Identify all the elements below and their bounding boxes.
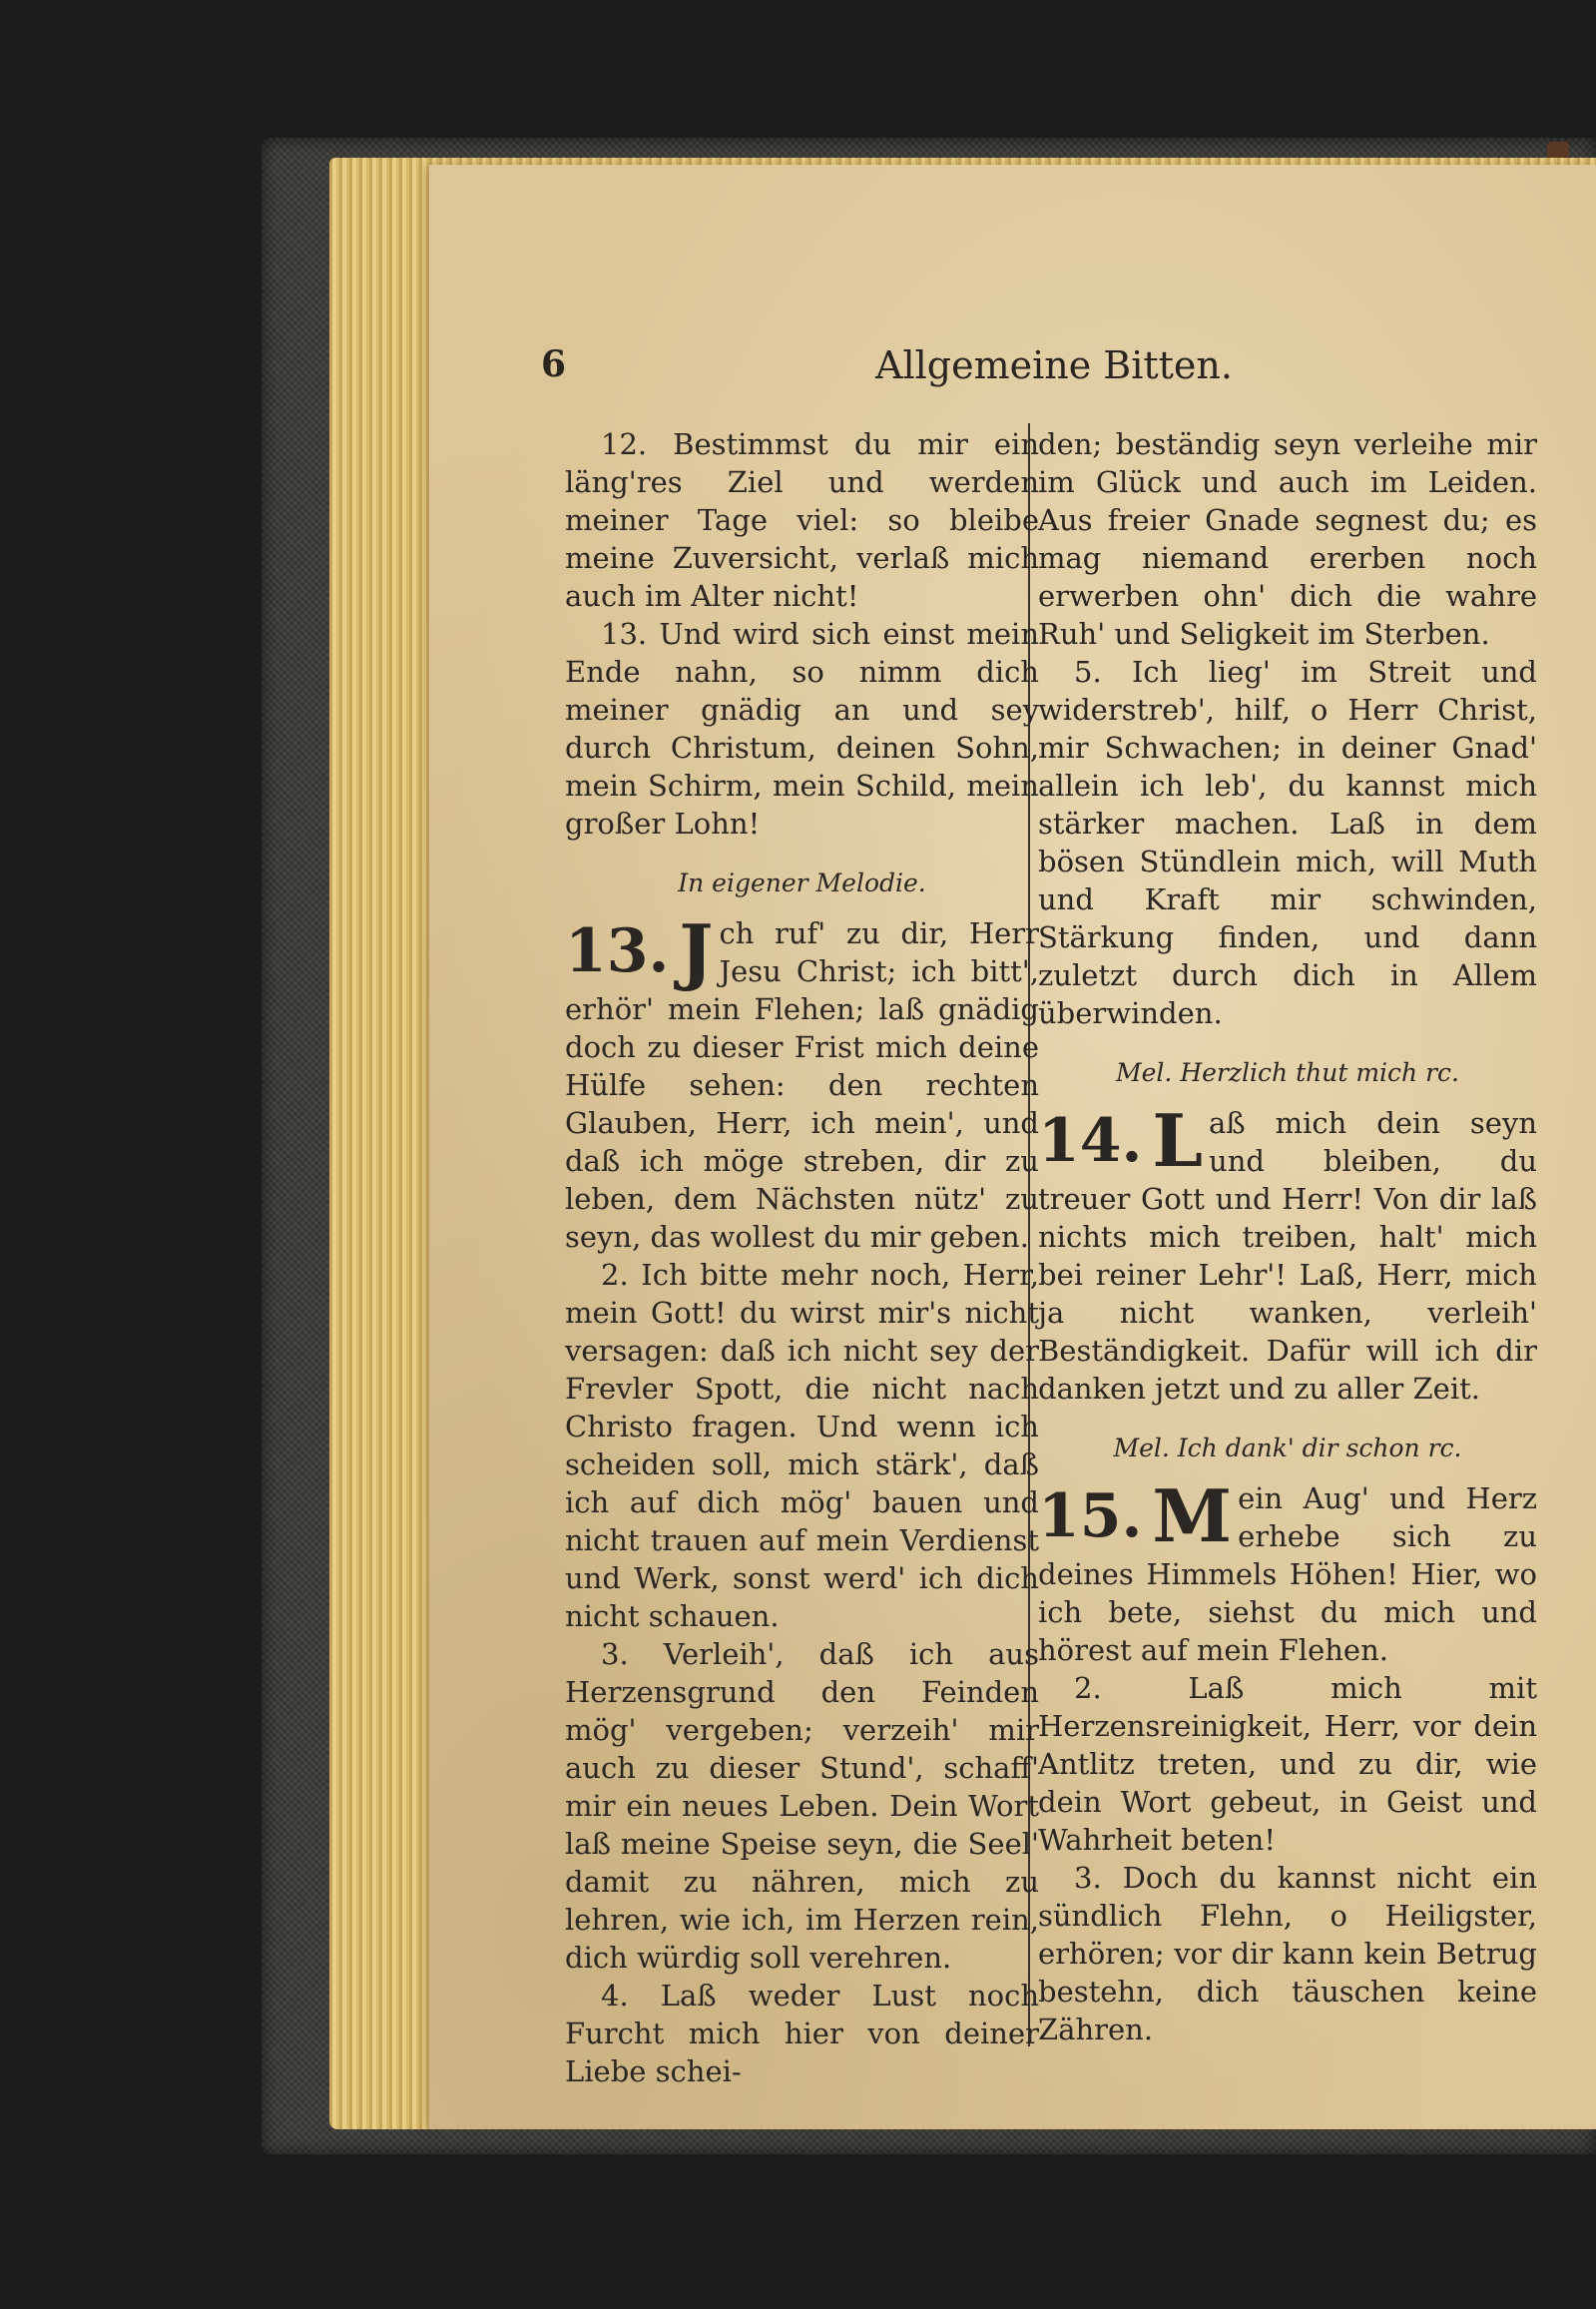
verse-13: 13. Und wird sich einst mein Ende nahn, so nimm dich meiner gnädig an und sey durch Christum, deinen Sohn, mein Schirm, mein Schild, mein großer Lohn! [565, 617, 1039, 841]
hymn-number: 15. [1038, 1481, 1143, 1551]
hymn-number: 14. [1038, 1106, 1143, 1176]
melody-heading-14: Mel. Herzlich thut mich rc. [1116, 1058, 1459, 1087]
drop-cap: M [1152, 1473, 1233, 1558]
hymn-15-verse-3: 3. Doch du kannst nicht ein sündlich Flehn, o Heiligster, erhören; vor dir kann kein Betrug bestehn, dich täuschen keine Zähren. [1038, 1861, 1537, 2046]
running-title: Allgemeine Bitten. [875, 343, 1233, 387]
left-column [565, 425, 1039, 2090]
hymn-13-verse-4: 4. Laß weder Lust noch Furcht mich hier von deiner Liebe schei- [565, 1979, 1039, 2088]
hymn-14 [1038, 1098, 1537, 1408]
verse-12: 12. Bestimmst du mir ein läng'res Ziel und werden meiner Tage viel: so bleibe meine Zuversicht, verlaß mich auch im Alter nicht! [565, 427, 1039, 613]
melody-heading: In eigener Melodie. [678, 868, 926, 897]
hymn-number: 13. [565, 916, 670, 986]
hymn-13-verse-5: 5. Ich lieg' im Streit und widerstreb', hilf, o Herr Christ, mir Schwachen; in deiner Gnad' allein ich leb', du kannst mich stärker machen. Laß in dem bösen Stündlein mich, will Muth und Kraft mir schwinden, Stärkung finden, und dann zuletzt durch dich in Allem überwinden. [1038, 655, 1537, 1030]
drop-cap: L [1152, 1098, 1204, 1183]
hymn-text: aß mich dein seyn und bleiben, du treuer Gott und Herr! Von dir laß nichts mich treiben, halt' mich bei reiner Lehr'! Laß, Herr, mich ja nicht wanken, verleih' Beständigkeit. Dafür will ich dir danken jetzt und zu aller Zeit. [1038, 1106, 1537, 1406]
hymn-text: ein Aug' und Herz erhebe sich zu deines Himmels Höhen! Hier, wo ich bete, siehst du mich und hörest auf mein Flehen. [1038, 1481, 1537, 1667]
hymn-15-verse-2: 2. Laß mich mit Herzensreinigkeit, Herr, vor dein Antlitz treten, und zu dir, wie dein Wort gebeut, in Geist und Wahrheit beten! [1038, 1671, 1537, 1857]
hymn-13 [565, 908, 1039, 1256]
page-header [541, 343, 1233, 393]
hymn-13-verse-3: 3. Verleih', daß ich aus Herzensgrund den Feinden mög' vergeben; verzeih' mir auch zu dieser Stund', schaff' mir ein neues Leben. Dein Wort laß meine Speise seyn, die Seel' damit zu nähren, mich zu lehren, wie ich, im Herzen rein, dich würdig soll verehren. [565, 1637, 1039, 1975]
hymn-13-verse-4-continued: den; beständig seyn verleihe mir im Glück und auch im Leiden. Aus freier Gnade segnest du; es mag niemand ererben noch erwerben ohn' dich die wahre Ruh' und Seligkeit im Sterben. [1038, 427, 1537, 651]
hymn-15 [1038, 1473, 1537, 1669]
hymn-text: ch ruf' zu dir, Herr Jesu Christ; ich bitt', erhör' mein Flehen; laß gnädig doch zu dieser Frist mich deine Hülfe sehen: den rechten Glauben, Herr, ich mein', und daß ich möge streben, dir zu leben, dem Nächsten nütz' zu seyn, das wollest du mir geben. [565, 916, 1039, 1254]
melody-heading-15: Mel. Ich dank' dir schon rc. [1113, 1434, 1462, 1462]
page-number: 6 [541, 343, 567, 385]
drop-cap: J [679, 908, 714, 993]
right-column [1038, 425, 1537, 2048]
hymn-13-verse-2: 2. Ich bitte mehr noch, Herr, mein Gott! du wirst mir's nicht versagen: daß ich nicht sey der Frevler Spott, die nicht nach Christo fragen. Und wenn ich scheiden soll, mich stärk', daß ich auf dich mög' bauen und nicht trauen auf mein Verdienst und Werk, sonst werd' ich dich nicht schauen. [565, 1258, 1039, 1633]
